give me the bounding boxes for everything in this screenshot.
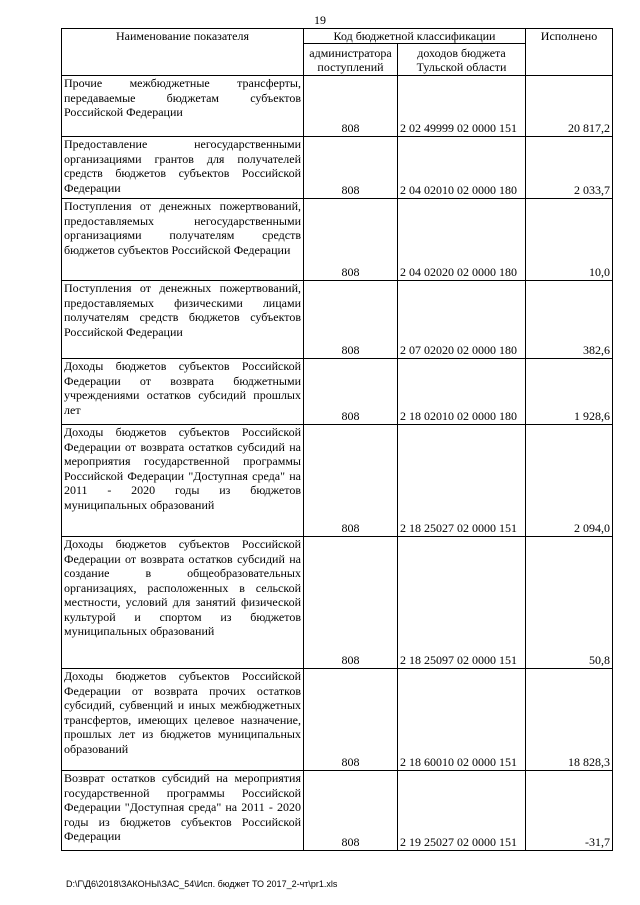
admin-code: 808 <box>304 537 398 669</box>
table-row <box>62 76 613 137</box>
indicator-name: Доходы бюджетов субъектов Российской Федерации от возврата остатков субсидий на мероприятия государственной программы Российской Федерации "Доступная среда" на 2011 - 2020 годы из бюджетов муниципальных образований <box>62 425 304 537</box>
indicator-name: Поступления от денежных пожертвований, предоставляемых негосударственными организациями получателям средств бюджетов субъектов Российской Федерации <box>62 199 304 281</box>
executed-amount: 2 033,7 <box>526 137 613 199</box>
income-code: 2 18 25097 02 0000 151 <box>398 537 526 669</box>
income-code: 2 04 02010 02 0000 180 <box>398 137 526 199</box>
admin-code: 808 <box>304 425 398 537</box>
indicator-name: Возврат остатков субсидий на мероприятия государственной программы Российской Федерации "Доступная среда" на 2011 - 2020 годы из бюджетов субъектов Российской Федерации <box>62 771 304 851</box>
executed-amount: -31,7 <box>526 771 613 851</box>
page-number: 19 <box>314 13 326 27</box>
income-code: 2 18 25027 02 0000 151 <box>398 425 526 537</box>
income-code: 2 19 25027 02 0000 151 <box>398 771 526 851</box>
executed-amount: 1 928,6 <box>526 359 613 425</box>
admin-code: 808 <box>304 76 398 137</box>
indicator-name: Доходы бюджетов субъектов Российской Федерации от возврата прочих остатков субсидий, субвенций и иных межбюджетных трансфертов, имеющих целевое назначение, прошлых лет из бюджетов муниципальных образований <box>62 669 304 771</box>
indicator-name: Поступления от денежных пожертвований, предоставляемых физическими лицами получателям средств бюджетов субъектов Российской Федерации <box>62 281 304 359</box>
executed-amount: 18 828,3 <box>526 669 613 771</box>
header-name: Наименование показателя <box>62 29 304 76</box>
executed-amount: 10,0 <box>526 199 613 281</box>
table-row <box>62 537 613 669</box>
admin-code: 808 <box>304 281 398 359</box>
table-row <box>62 669 613 771</box>
header-executed: Исполнено <box>526 29 613 76</box>
income-code: 2 07 02020 02 0000 180 <box>398 281 526 359</box>
table-row <box>62 359 613 425</box>
executed-amount: 50,8 <box>526 537 613 669</box>
admin-code: 808 <box>304 137 398 199</box>
admin-code: 808 <box>304 669 398 771</box>
income-code: 2 18 02010 02 0000 180 <box>398 359 526 425</box>
indicator-name: Прочие межбюджетные трансферты, передаваемые бюджетам субъектов Российской Федерации <box>62 76 304 137</box>
header-income: доходов бюджета Тульской области <box>398 44 526 76</box>
admin-code: 808 <box>304 359 398 425</box>
table-row <box>62 281 613 359</box>
table-row <box>62 425 613 537</box>
indicator-name: Доходы бюджетов субъектов Российской Федерации от возврата остатков субсидий на создание в общеобразовательных организациях, расположенных в сельской местности, условий для занятий физической культурой и спортом из бюджетов муниципальных образований <box>62 537 304 669</box>
income-code: 2 18 60010 02 0000 151 <box>398 669 526 771</box>
indicator-name: Доходы бюджетов субъектов Российской Федерации от возврата бюджетными учреждениями остатков субсидий прошлых лет <box>62 359 304 425</box>
table-row <box>62 771 613 851</box>
header-code-group: Код бюджетной классификации <box>304 29 526 44</box>
executed-amount: 2 094,0 <box>526 425 613 537</box>
header-admin: администратора поступлений <box>304 44 398 76</box>
budget-table <box>61 28 613 851</box>
admin-code: 808 <box>304 199 398 281</box>
income-code: 2 02 49999 02 0000 151 <box>398 76 526 137</box>
admin-code: 808 <box>304 771 398 851</box>
file-path-footer: D:\Г\Д6\2018\ЗАКОНЫ\ЗАС_54\Исп. бюджет ТО 2017_2-чт\pr1.xls <box>66 879 338 889</box>
executed-amount: 20 817,2 <box>526 76 613 137</box>
table-row <box>62 137 613 199</box>
income-code: 2 04 02020 02 0000 180 <box>398 199 526 281</box>
executed-amount: 382,6 <box>526 281 613 359</box>
table-row <box>62 199 613 281</box>
indicator-name: Предоставление негосударственными организациями грантов для получателей средств бюджетов субъектов Российской Федерации <box>62 137 304 199</box>
